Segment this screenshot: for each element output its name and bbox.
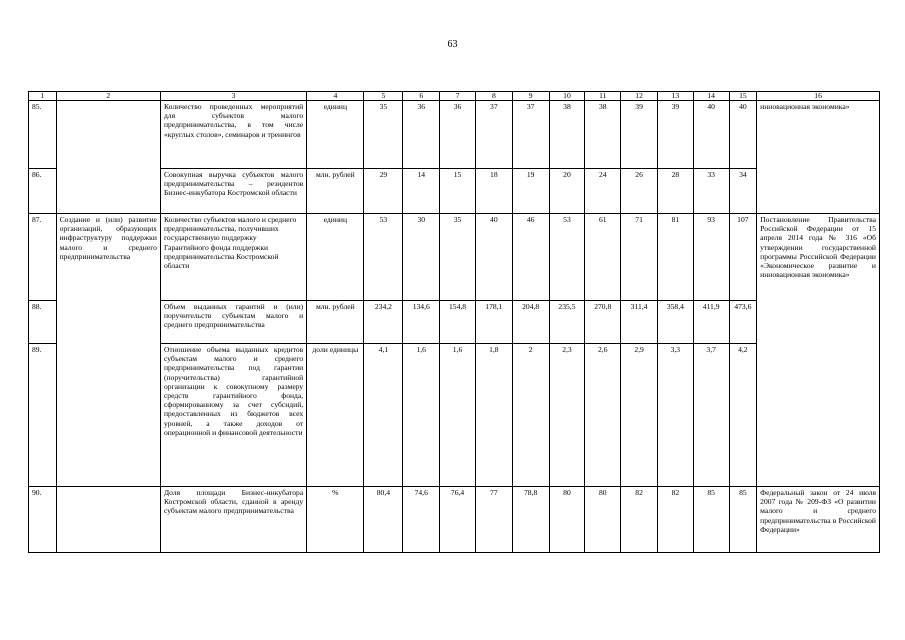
- value-cell: 270,8: [585, 301, 621, 344]
- measure-cell: [56, 487, 160, 553]
- value-cell: 28: [657, 169, 693, 214]
- header-cell: 2: [56, 92, 160, 101]
- header-cell: 4: [307, 92, 364, 101]
- value-cell: 39: [621, 101, 658, 169]
- measure-cell: [56, 101, 160, 214]
- basis-cell: Федеральный закон от 24 июля 2007 года № 209-ФЗ «О развитии малого и среднего предпринимательства в Российской Федерации»: [757, 487, 880, 553]
- value-cell: 40: [729, 101, 757, 169]
- row-number: 85.: [29, 101, 57, 169]
- value-cell: 82: [621, 487, 658, 553]
- value-cell: 37: [512, 101, 549, 169]
- header-cell: 15: [729, 92, 757, 101]
- value-cell: 1,8: [475, 344, 512, 487]
- header-cell: 6: [403, 92, 440, 101]
- indicator-cell: Совокупная выручка субъектов малого предпринимательства – резидентов Бизнес-инкубатора Костромской области: [160, 169, 306, 214]
- value-cell: 18: [475, 169, 512, 214]
- unit-cell: млн. рублей: [307, 301, 364, 344]
- header-cell: 1: [29, 92, 57, 101]
- value-cell: 204,8: [512, 301, 549, 344]
- value-cell: 35: [440, 214, 476, 301]
- value-cell: 39: [657, 101, 693, 169]
- value-cell: 36: [440, 101, 476, 169]
- unit-cell: единиц: [307, 101, 364, 169]
- value-cell: 76,4: [440, 487, 476, 553]
- indicator-cell: Объем выданных гарантий и (или) поручительств субъектам малого и среднего предпринимательства: [160, 301, 306, 344]
- value-cell: 74,6: [403, 487, 440, 553]
- value-cell: 71: [621, 214, 658, 301]
- header-cell: 11: [585, 92, 621, 101]
- header-cell: 10: [549, 92, 585, 101]
- value-cell: 80: [549, 487, 585, 553]
- unit-cell: %: [307, 487, 364, 553]
- header-cell: 14: [693, 92, 729, 101]
- value-cell: 20: [549, 169, 585, 214]
- value-cell: 53: [549, 214, 585, 301]
- value-cell: 53: [364, 214, 403, 301]
- value-cell: 78,8: [512, 487, 549, 553]
- value-cell: 81: [657, 214, 693, 301]
- value-cell: 40: [475, 214, 512, 301]
- unit-cell: единиц: [307, 214, 364, 301]
- unit-cell: доли единицы: [307, 344, 364, 487]
- value-cell: 235,5: [549, 301, 585, 344]
- header-cell: 5: [364, 92, 403, 101]
- value-cell: 34: [729, 169, 757, 214]
- value-cell: 19: [512, 169, 549, 214]
- row-number: 90.: [29, 487, 57, 553]
- value-cell: 2,9: [621, 344, 658, 487]
- row-number: 87.: [29, 214, 57, 301]
- value-cell: 473,6: [729, 301, 757, 344]
- header-cell: 8: [475, 92, 512, 101]
- unit-cell: млн. рублей: [307, 169, 364, 214]
- value-cell: 4,2: [729, 344, 757, 487]
- value-cell: 46: [512, 214, 549, 301]
- value-cell: 2: [512, 344, 549, 487]
- table-row: [29, 214, 880, 301]
- header-cell: 13: [657, 92, 693, 101]
- value-cell: 40: [693, 101, 729, 169]
- value-cell: 80: [585, 487, 621, 553]
- header-cell: 3: [160, 92, 306, 101]
- value-cell: 38: [549, 101, 585, 169]
- table-row: [29, 101, 880, 169]
- value-cell: 3,3: [657, 344, 693, 487]
- value-cell: 234,2: [364, 301, 403, 344]
- value-cell: 24: [585, 169, 621, 214]
- header-row: [29, 92, 880, 101]
- row-number: 86.: [29, 169, 57, 214]
- value-cell: 82: [657, 487, 693, 553]
- indicator-cell: Доля площади Бизнес-инкубатора Костромской области, сданной в аренду субъектам малого предпринимательства: [160, 487, 306, 553]
- value-cell: 15: [440, 169, 476, 214]
- value-cell: 38: [585, 101, 621, 169]
- value-cell: 134,6: [403, 301, 440, 344]
- value-cell: 1,6: [403, 344, 440, 487]
- measure-cell: Создание и (или) развитие организаций, образующих инфраструктуру поддержки малого и среднего предпринимательства: [56, 214, 160, 487]
- value-cell: 35: [364, 101, 403, 169]
- header-cell: 16: [757, 92, 880, 101]
- value-cell: 77: [475, 487, 512, 553]
- value-cell: 29: [364, 169, 403, 214]
- value-cell: 3,7: [693, 344, 729, 487]
- page-number: 63: [447, 39, 458, 50]
- value-cell: 14: [403, 169, 440, 214]
- value-cell: 26: [621, 169, 658, 214]
- value-cell: 411,9: [693, 301, 729, 344]
- value-cell: 36: [403, 101, 440, 169]
- basis-cell: Постановление Правительства Российской Федерации от 15 апреля 2014 года № 316 «Об утверждении государственной программы Российской Федерации «Экономическое развитие и инновационная экономика»: [757, 214, 880, 487]
- header-cell: 12: [621, 92, 658, 101]
- value-cell: 37: [475, 101, 512, 169]
- value-cell: 358,4: [657, 301, 693, 344]
- header-cell: 9: [512, 92, 549, 101]
- indicator-cell: Количество субъектов малого и среднего предпринимательства, получивших государственную поддержку Гарантийного фонда поддержки предпринимательства Костромской области: [160, 214, 306, 301]
- basis-cell: инновационная экономика»: [757, 101, 880, 214]
- row-number: 88.: [29, 301, 57, 344]
- value-cell: 1,6: [440, 344, 476, 487]
- value-cell: 33: [693, 169, 729, 214]
- table-row: [29, 487, 880, 553]
- value-cell: 30: [403, 214, 440, 301]
- value-cell: 61: [585, 214, 621, 301]
- value-cell: 154,8: [440, 301, 476, 344]
- value-cell: 4,1: [364, 344, 403, 487]
- value-cell: 85: [693, 487, 729, 553]
- value-cell: 85: [729, 487, 757, 553]
- value-cell: 80,4: [364, 487, 403, 553]
- indicators-table: [28, 91, 880, 553]
- indicator-cell: Количество проведенных мероприятий для субъектов малого предпринимательства, в том числе «круглых столов», семинаров и тренингов: [160, 101, 306, 169]
- indicator-cell: Отношение объема выданных кредитов субъектам малого и среднего предпринимательства под гарантии (поручительства) гарантийной организации к совокупному размеру средств гарантийного фонда, сформированному за счет субсидий, предоставленных из бюджетов всех уровней, а также доходов от операционной и финансовой деятельности: [160, 344, 306, 487]
- row-number: 89.: [29, 344, 57, 487]
- value-cell: 178,1: [475, 301, 512, 344]
- value-cell: 107: [729, 214, 757, 301]
- value-cell: 2,3: [549, 344, 585, 487]
- value-cell: 2,6: [585, 344, 621, 487]
- value-cell: 93: [693, 214, 729, 301]
- header-cell: 7: [440, 92, 476, 101]
- value-cell: 311,4: [621, 301, 658, 344]
